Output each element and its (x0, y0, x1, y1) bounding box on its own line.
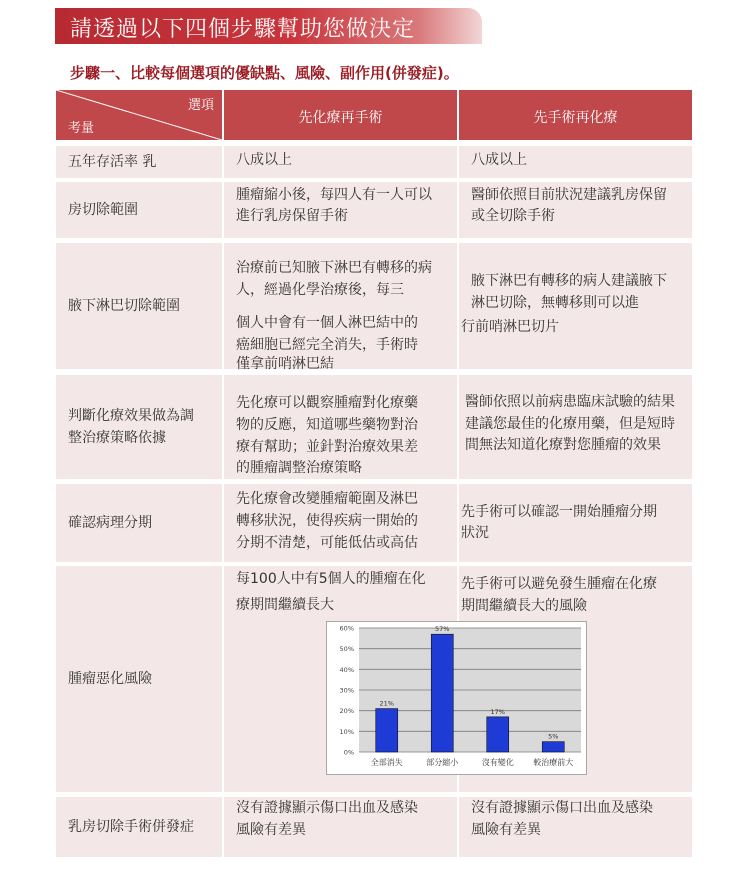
header-considerations-label: 考量 (68, 121, 95, 136)
cell-line: 轉移狀況，使得疾病一開始的 (236, 513, 418, 529)
header-col-chemo-first (224, 90, 457, 140)
cell-line: 沒有證據顯示傷口出血及感染 (236, 800, 418, 816)
cell-line: 先手術可以避免發生腫瘤在化療 (461, 576, 657, 592)
cell-line: 腫瘤縮小後，每四人有一人可以 (236, 187, 432, 203)
row-label-text: 腋下淋巴切除範圍 (68, 298, 180, 314)
cell-resection-col2 (459, 182, 692, 238)
cell-line: 腋下淋巴有轉移的病人建議腋下 (471, 273, 667, 289)
cell-line: 分期不清楚，可能低估或高估 (236, 535, 418, 551)
row-label-survival (56, 146, 222, 178)
cell-line: 醫師依照目前狀況建議乳房保留 (471, 187, 667, 203)
cell-line: 淋巴切除，無轉移則可以進 (471, 295, 639, 311)
cell-line: 醫師依照以前病患臨床試驗的結果 (465, 394, 675, 410)
row-label-text: 腫瘤惡化風險 (68, 671, 152, 687)
row-label-text: 乳房切除手術併發症 (68, 819, 194, 835)
page-title: 請透過以下四個步驟幫助您做決定 (70, 17, 416, 42)
data-label: 21% (379, 699, 394, 708)
cell-line: 療有幫助；並針對治療效果差 (236, 439, 418, 455)
cell-line: 建議您最佳的化療用藥，但是短時 (465, 416, 675, 432)
row-label-line: 判斷化療效果做為調 (68, 408, 194, 424)
cell-line: 先手術可以確認一開始腫瘤分期 (461, 504, 657, 520)
cell-line: 每100人中有5個人的腫瘤在化 (236, 571, 426, 587)
row-label-complications (56, 797, 222, 857)
cell-line: 行前哨淋巴切片 (461, 319, 559, 335)
row-label-line: 整治療策略依據 (68, 430, 166, 446)
header-corner-cell (56, 90, 222, 140)
x-tick-label: 部分縮小 (426, 758, 459, 767)
step-heading: 步驟一、比較每個選項的優缺點、風險、副作用(併發症)。 (70, 64, 459, 82)
chart-bar (376, 709, 398, 752)
cell-line: 風險有差異 (471, 822, 541, 838)
row-label-staging (56, 484, 222, 562)
x-tick-label: 全部消失 (370, 758, 403, 767)
cell-line: 先化療會改變腫瘤範圍及淋巴 (236, 491, 418, 507)
y-tick-label: 60% (339, 624, 354, 633)
row-label-chemo-effect (56, 375, 222, 479)
cell-line: 狀況 (461, 525, 489, 541)
row-label-breast-resection (56, 182, 222, 238)
chart-bar (431, 634, 453, 752)
cell-line: 八成以上 (236, 152, 292, 168)
row-label-axillary (56, 243, 222, 369)
cell-axillary-col2 (459, 243, 692, 369)
cell-line: 療期間繼續長大 (236, 597, 334, 613)
y-tick-label: 50% (339, 645, 354, 654)
header-options-label: 選項 (187, 98, 214, 113)
cell-line: 進行乳房保留手術 (236, 208, 348, 224)
cell-line: 八成以上 (471, 152, 527, 168)
header-col-chemo-first-label: 先化療再手術 (298, 110, 383, 126)
header-col-surgery-first (459, 90, 692, 140)
cell-chemo-effect-col2 (459, 375, 692, 479)
cell-line: 物的反應，知道哪些藥物對治 (236, 417, 418, 433)
cell-line: 僅拿前哨淋巴結 (236, 356, 334, 372)
header-col-surgery-first-label: 先手術再化療 (533, 110, 618, 126)
row-label-progression (56, 566, 222, 792)
row-label-text (68, 405, 194, 449)
cell-line: 的腫瘤調整治療策略 (236, 460, 362, 476)
cell-staging-col1 (224, 484, 457, 562)
y-tick-label: 30% (339, 686, 354, 695)
x-tick-label: 較治療前大 (533, 758, 574, 767)
cell-line: 先化療可以觀察腫瘤對化療藥 (236, 395, 418, 411)
cell-line: 間無法知道化療對您腫瘤的效果 (465, 437, 661, 453)
cell-survival-col1 (224, 146, 457, 178)
cell-line: 治療前已知腋下淋巴有轉移的病 (236, 260, 432, 276)
y-tick-label: 20% (339, 707, 354, 716)
cell-line: 風險有差異 (236, 822, 306, 838)
cell-line: 個人中會有一個人淋巴結中的 (236, 315, 418, 331)
row-label-text: 房切除範圍 (68, 202, 138, 218)
chart-bar (487, 717, 509, 752)
row-label-text: 五年存活率 乳 (68, 154, 157, 170)
cell-line: 或全切除手術 (471, 208, 555, 224)
cell-complications-col2 (459, 797, 692, 857)
tumor-response-chart (326, 621, 587, 775)
cell-resection-col1 (224, 182, 457, 238)
chart-canvas (327, 622, 586, 774)
row-label-text: 確認病理分期 (68, 515, 152, 531)
data-label: 17% (490, 707, 505, 716)
y-tick-label: 0% (343, 748, 354, 757)
cell-line: 沒有證據顯示傷口出血及感染 (471, 800, 653, 816)
cell-axillary-col1 (224, 243, 457, 372)
cell-line: 期間繼續長大的風險 (461, 598, 587, 614)
y-tick-label: 10% (339, 727, 354, 736)
cell-chemo-effect-col1 (224, 375, 457, 479)
y-tick-label: 40% (339, 665, 354, 674)
chart-bar (542, 742, 564, 752)
cell-line: 癌細胞已經完全消失，手術時 (236, 337, 418, 353)
cell-survival-col2 (459, 146, 692, 178)
cell-staging-col2 (459, 484, 692, 562)
data-label: 5% (548, 732, 559, 741)
data-label: 57% (435, 625, 450, 634)
cell-line: 人，經過化學治療後，每三 (236, 282, 404, 298)
cell-complications-col1 (224, 797, 457, 857)
x-tick-label: 沒有變化 (481, 758, 514, 767)
